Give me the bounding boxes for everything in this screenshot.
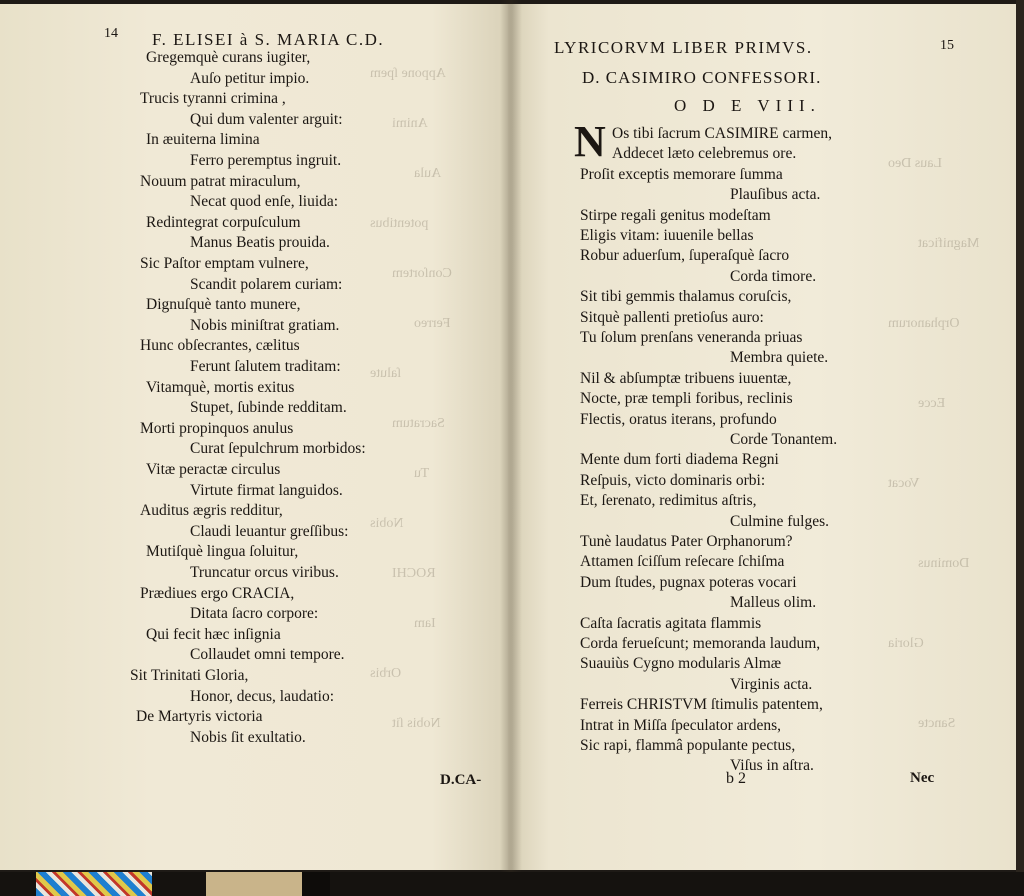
left-poem-line: Prædiues ergo CRACIA,: [140, 584, 295, 602]
drop-cap: N: [574, 117, 606, 166]
right-ode-line: Nocte, præ templi foribus, reclinis: [580, 390, 793, 408]
left-poem-line: Necat quod enſe, liuida:: [190, 193, 339, 211]
left-poem-line: Stupet, ſubinde redditam.: [190, 399, 347, 417]
desk-strip: [0, 872, 1024, 896]
book-cover-edge: [206, 872, 302, 896]
show-through-text: Ecce: [918, 396, 946, 411]
show-through-text: ſalute: [370, 366, 402, 381]
left-poem-line: Manus Beatis prouida.: [190, 234, 330, 252]
colorful-object: [36, 872, 152, 896]
left-poem-line: Dignuſquè tanto munere,: [146, 296, 301, 314]
left-page: [0, 4, 508, 870]
left-poem-line: De Martyris victoria: [136, 708, 263, 726]
left-poem-line: Hunc obſecrantes, cælitus: [140, 337, 300, 355]
book-spine-edge: [302, 872, 330, 896]
right-ode-line: Reſpuis, victo dominaris orbi:: [580, 471, 766, 489]
right-ode-line: Corda ferueſcunt; memoranda laudum,: [580, 635, 821, 652]
right-ode-line: Mente dum forti diadema Regni: [580, 451, 779, 469]
left-poem-line: Nobis ſit exultatio.: [190, 728, 306, 746]
right-ode-line: Sit tibi gemmis thalamus coruſcis,: [580, 288, 792, 306]
show-through-text: Orphanorum: [888, 316, 960, 331]
left-poem-line: Ferunt ſalutem traditam:: [190, 358, 341, 375]
left-poem-line: Scandit polarem curiam:: [190, 275, 343, 293]
show-through-text: Sancte: [918, 716, 956, 731]
right-ode-line: Flectis, oratus iterans, profundo: [580, 410, 777, 428]
right-page-number: 15: [940, 38, 954, 53]
show-through-text: Orbis: [370, 666, 402, 681]
right-ode-line: Sitquè pallenti pretioſus auro:: [580, 308, 764, 326]
right-ode-line: Nil & abſumptæ tribuens iuuentæ,: [580, 369, 792, 387]
left-poem-line: Ferro peremptus ingruit.: [190, 152, 342, 169]
right-ode-line: Os tibi ſacrum CASIMIRE carmen,: [612, 125, 832, 142]
left-poem-line: Ditata ſacro corpore:: [190, 605, 319, 623]
show-through-text: Vocat: [888, 476, 920, 491]
right-ode-line: Sic rapi, flammâ populante pectus,: [580, 737, 796, 754]
left-poem-line: Vitamquè, mortis exitus: [146, 378, 295, 396]
show-through-text: Nobis: [370, 516, 404, 531]
show-through-text: Iam: [414, 616, 436, 631]
left-poem-line: Qui dum valenter arguit:: [190, 110, 343, 128]
ode-heading: O D E VIII.: [674, 96, 821, 115]
left-page-number: 14: [104, 26, 118, 41]
show-through-text: Tu: [414, 466, 430, 481]
show-through-text: Gloria: [888, 636, 924, 651]
left-poem-line: Morti propinquos anulus: [140, 419, 294, 437]
left-poem-line: Auſo petitur impio.: [190, 69, 310, 87]
signature-mark: b 2: [726, 770, 746, 787]
right-ode-line: Corde Tonantem.: [730, 431, 838, 448]
right-ode-line: Caſta ſacratis agitata flammis: [580, 614, 762, 632]
show-through-text: Sacratum: [392, 416, 445, 431]
right-ode-line: Intrat in Miſſa ſpeculator ardens,: [580, 716, 782, 734]
right-ode-line: Tu ſolum prenſans veneranda priuas: [580, 329, 803, 346]
show-through-text: Aula: [414, 166, 442, 181]
show-through-text: ROCHI: [392, 566, 436, 581]
left-poem-line: Auditus ægris redditur,: [140, 502, 283, 520]
left-poem-line: Qui fecit hæc inſignia: [146, 625, 281, 643]
right-ode-line: Addecet læto celebremus ore.: [612, 145, 797, 163]
left-poem-line: Vitæ peractæ circulus: [146, 461, 281, 478]
right-ode-line: Membra quiete.: [730, 349, 829, 367]
left-poem-line: Curat ſepulchrum morbidos:: [190, 440, 366, 458]
right-ode-line: Attamen ſciſſum reſecare ſchiſma: [580, 553, 785, 571]
show-through-text: Ferreo: [414, 316, 451, 331]
right-ode-line: Suauiùs Cygno modularis Almæ: [580, 655, 782, 673]
left-poem-line: Collaudet omni tempore.: [190, 646, 345, 664]
show-through-text: Animi: [392, 116, 428, 131]
show-through-text: Laus Deo: [888, 156, 943, 171]
right-ode-line: Eligis vitam: iuuenile bellas: [580, 227, 754, 244]
right-ode-line: Culmine fulges.: [730, 512, 830, 530]
show-through-text: potentibus: [370, 216, 429, 231]
left-poem-line: Nouum patrat miraculum,: [140, 172, 301, 190]
right-ode-line: Viſus in aſtra.: [730, 757, 814, 775]
gutter-shadow: [500, 0, 522, 872]
show-through-text: Appone ſpem: [370, 66, 446, 81]
right-ode-line: Plauſibus acta.: [730, 186, 821, 204]
left-poem-line: Sit Trinitati Gloria,: [130, 667, 249, 684]
right-ode-line: Malleus olim.: [730, 594, 817, 612]
left-poem-line: Sic Paſtor emptam vulnere,: [140, 255, 309, 272]
left-poem-line: Gregemquè curans iugiter,: [146, 49, 311, 66]
right-ode-line: Virginis acta.: [730, 675, 813, 693]
right-ode-line: Proſit exceptis memorare ſumma: [580, 165, 783, 183]
show-through-text: Dominus: [918, 556, 970, 571]
show-through-text: Nobis ſit: [392, 716, 441, 731]
right-ode-line: Dum ſtudes, pugnax poteras vocari: [580, 573, 797, 591]
dedication-title: D. CASIMIRO CONFESSORI.: [582, 68, 822, 87]
left-poem-line: Honor, decus, laudatio:: [190, 687, 335, 705]
right-running-head: LYRICORVM LIBER PRIMVS.: [554, 38, 813, 57]
show-through-text: Conſortem: [392, 266, 452, 281]
show-through-text: Magnificat: [918, 236, 980, 251]
left-poem-line: Redintegrat corpuſculum: [146, 213, 301, 231]
right-page: [508, 4, 1020, 870]
left-running-head: F. ELISEI à S. MARIA C.D.: [152, 30, 385, 49]
left-poem-line: Nobis miniſtrat gratiam.: [190, 316, 340, 334]
left-poem-line: In æuiterna limina: [146, 131, 260, 149]
right-ode-line: Ferreis CHRISTVM ſtimulis patentem,: [580, 696, 823, 714]
page-edge: [1016, 0, 1024, 872]
left-poem-line: Mutiſquè lingua ſoluitur,: [146, 543, 299, 561]
left-poem-line: Truncatur orcus viribus.: [190, 564, 339, 581]
left-poem-line: Virtute firmat languidos.: [190, 481, 343, 499]
right-ode-line: Robur aduerſum, ſuperaſquè ſacro: [580, 247, 790, 265]
right-ode-line: Corda timore.: [730, 267, 817, 285]
right-ode-line: Tunè laudatus Pater Orphanorum?: [580, 533, 793, 550]
right-catchword: Nec: [910, 770, 935, 786]
left-catchword: D.CA-: [440, 772, 482, 788]
right-ode-line: Stirpe regali genitus modeſtam: [580, 206, 771, 224]
left-poem-line: Claudi leuantur greſſibus:: [190, 522, 349, 540]
right-ode-line: Et, ſerenato, redimitus aſtris,: [580, 492, 757, 510]
left-poem-line: Trucis tyranni crimina ,: [140, 90, 286, 108]
